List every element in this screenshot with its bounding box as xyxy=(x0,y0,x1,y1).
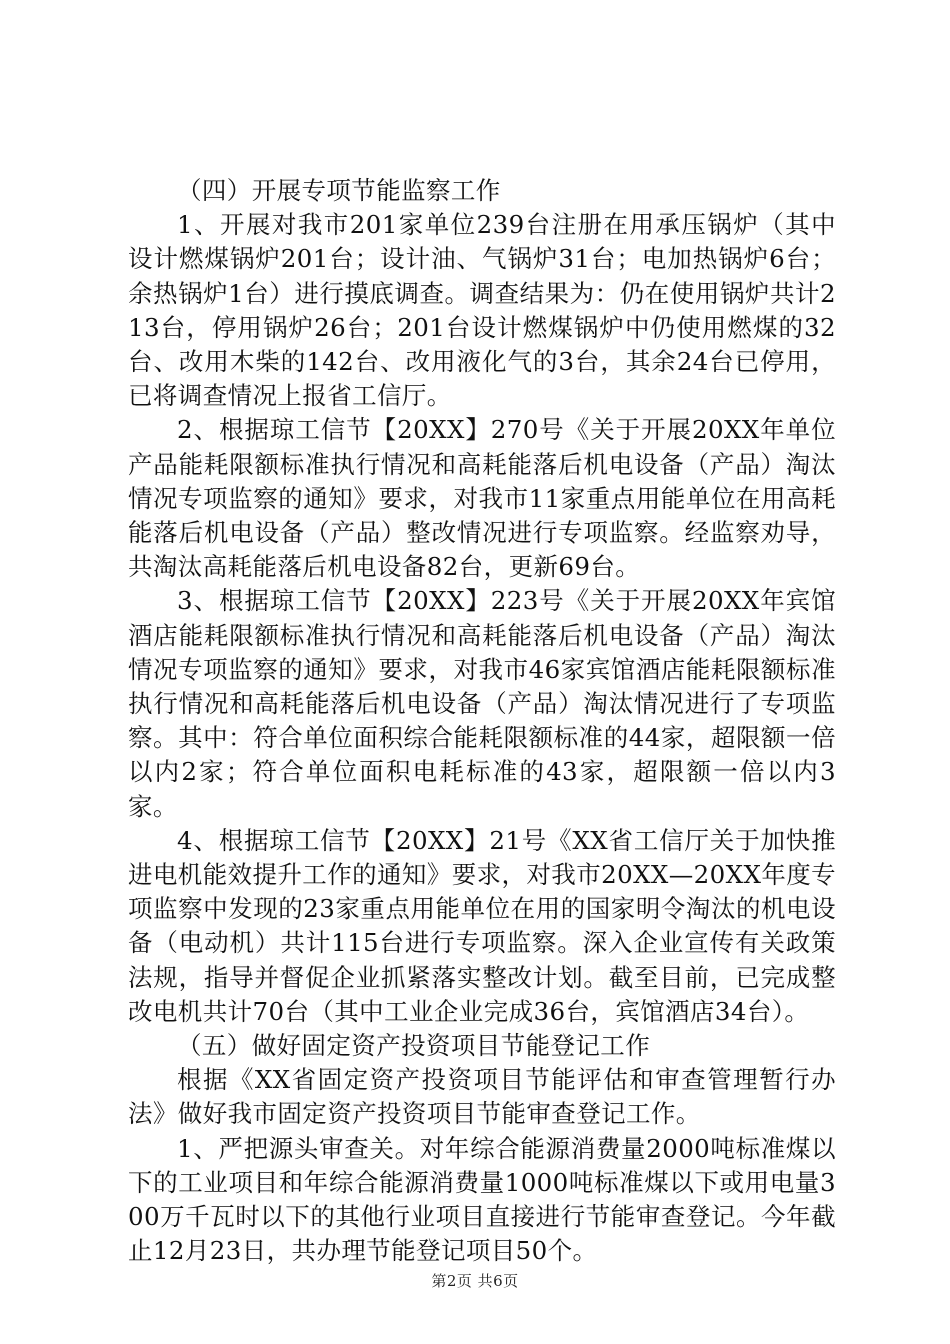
document-body xyxy=(128,174,836,1269)
section-heading-4: （四）开展专项节能监察工作 xyxy=(177,176,501,205)
page-number-footer: 第2页 共6页 xyxy=(431,1272,519,1290)
paragraph-unit-energy-inspection: 2、根据琼工信节【20XX】270号《关于开展20XX年单位产品能耗限额标准执行情况和高耗能落后机电设备（产品）淘汰情况专项监察的通知》要求，对我市11家重点用能单位在用高耗能落后机电设备（产品）整改情况进行专项监察。经监察劝导，共淘汰高耗能落后机电设备82台，更新69台。 xyxy=(128,415,836,582)
paragraph-registration-intro: 根据《XX省固定资产投资项目节能评估和审查管理暂行办法》做好我市固定资产投资项目节能审查登记工作。 xyxy=(128,1065,836,1129)
paragraph-source-review: 1、严把源头审查关。对年综合能源消费量2000吨标准煤以下的工业项目和年综合能源消费量1000吨标准煤以下或用电量300万千瓦时以下的其他行业项目直接进行节能审查登记。今年截止12月23日，共办理节能登记项目50个。 xyxy=(128,1133,836,1266)
paragraph-motor-efficiency: 4、根据琼工信节【20XX】21号《XX省工信厅关于加快推进电机能效提升工作的通知》要求，对我市20XX—20XX年度专项监察中发现的23家重点用能单位在用的国家明令淘汰的机电设备（电动机）共计115台进行专项监察。深入企业宣传有关政策法规，指导并督促企业抓紧落实整改计划。截至目前，已完成整改电机共计70台（其中工业企业完成36台，宾馆酒店34台）。 xyxy=(128,825,837,1026)
section-heading-5: （五）做好固定资产投资项目节能登记工作 xyxy=(177,1031,651,1061)
paragraph-boiler-survey: 1、开展对我市201家单位239台注册在用承压锅炉（其中设计燃煤锅炉201台；设计油、气锅炉31台；电加热锅炉6台；余热锅炉1台）进行摸底调查。调查结果为：仍在使用锅炉共计213台，停用锅炉26台；201台设计燃煤锅炉中仍使用燃煤的32台、改用木柴的142台、改用液化气的3台，其余24台已停用，已将调查情况上报省工信厅。 xyxy=(128,210,836,411)
paragraph-hotel-energy-inspection: 3、根据琼工信节【20XX】223号《关于开展20XX年宾馆酒店能耗限额标准执行情况和高耗能落后机电设备（产品）淘汰情况专项监察的通知》要求，对我市46家宾馆酒店能耗限额标准执行情况和高耗能落后机电设备（产品）淘汰情况进行了专项监察。其中：符合单位面积综合能耗限额标准的44家，超限额一倍以内2家；符合单位面积电耗标准的43家，超限额一倍以内3家。 xyxy=(128,586,836,821)
